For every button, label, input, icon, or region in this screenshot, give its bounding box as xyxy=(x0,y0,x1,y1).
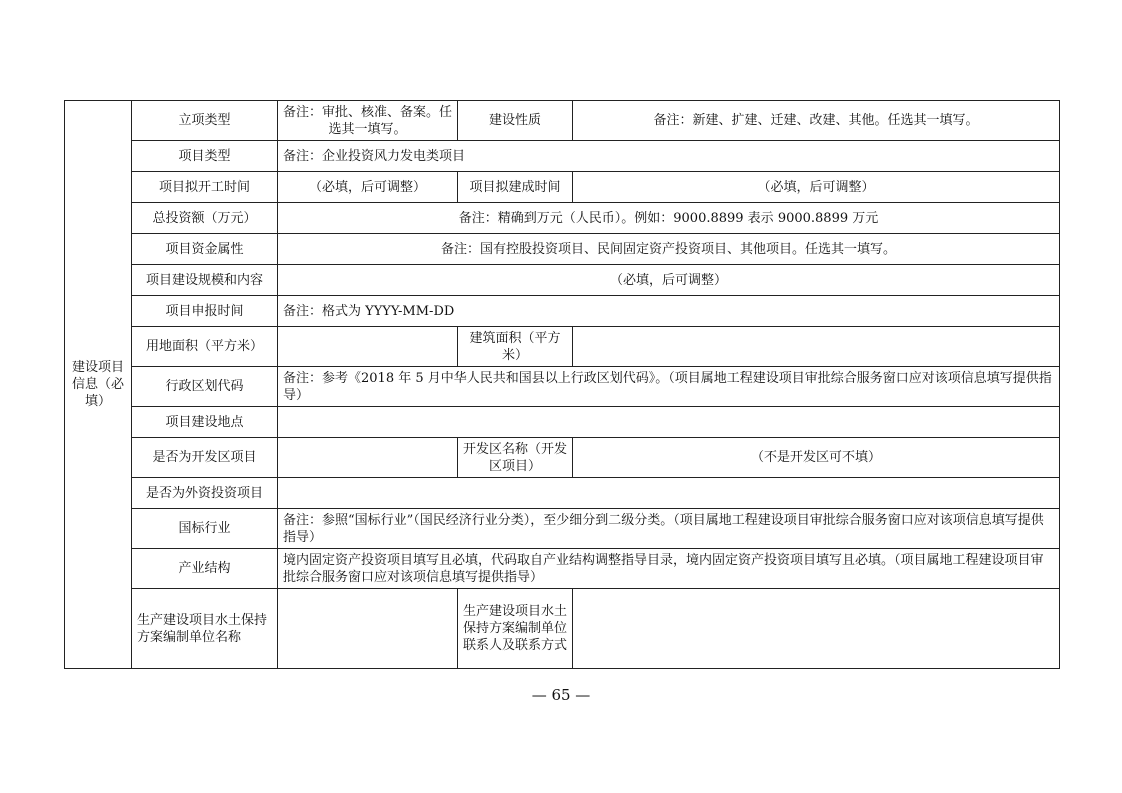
value-soil-conservation-unit-name[interactable] xyxy=(278,589,458,669)
label-planned-completion-date: 项目拟建成时间 xyxy=(458,172,573,203)
project-info-table xyxy=(64,100,1060,669)
label-national-industry: 国标行业 xyxy=(132,509,278,549)
label-total-investment: 总投资额（万元） xyxy=(132,203,278,234)
value-national-industry[interactable]: 备注：参照“国标行业”（国民经济行业分类），至少细分到二级分类。（项目属地工程建设项目审批综合服务窗口应对该项信息填写提供指导） xyxy=(278,509,1060,549)
value-development-zone-name[interactable]: （不是开发区可不填） xyxy=(573,438,1060,478)
value-construction-location[interactable] xyxy=(278,407,1060,438)
page-number: — 65 — xyxy=(531,686,591,704)
value-development-zone-project[interactable] xyxy=(278,438,458,478)
value-soil-conservation-unit-contact[interactable] xyxy=(573,589,1060,669)
label-planned-start-date: 项目拟开工时间 xyxy=(132,172,278,203)
label-foreign-investment-project: 是否为外资投资项目 xyxy=(132,478,278,509)
label-soil-conservation-unit-name: 生产建设项目水土保持方案编制单位名称 xyxy=(132,589,278,669)
value-construction-nature[interactable]: 备注：新建、扩建、迁建、改建、其他。任选其一填写。 xyxy=(573,101,1060,141)
label-building-area: 建筑面积（平方米） xyxy=(458,327,573,367)
label-construction-location: 项目建设地点 xyxy=(132,407,278,438)
value-project-approval-type[interactable]: 备注：审批、核准、备案。任选其一填写。 xyxy=(278,101,458,141)
label-construction-nature: 建设性质 xyxy=(458,101,573,141)
value-fund-attribute[interactable]: 备注：国有控股投资项目、民间固定资产投资项目、其他项目。任选其一填写。 xyxy=(278,234,1060,265)
label-industry-structure: 产业结构 xyxy=(132,549,278,589)
label-project-type: 项目类型 xyxy=(132,141,278,172)
label-land-area: 用地面积（平方米） xyxy=(132,327,278,367)
value-planned-start-date[interactable]: （必填，后可调整） xyxy=(278,172,458,203)
value-project-type[interactable]: 备注：企业投资风力发电类项目 xyxy=(278,141,1060,172)
label-fund-attribute: 项目资金属性 xyxy=(132,234,278,265)
value-admin-division-code[interactable]: 备注：参考《2018 年 5 月中华人民共和国县以上行政区划代码》。（项目属地工程建设项目审批综合服务窗口应对该项信息填写提供指导） xyxy=(278,367,1060,407)
label-development-zone-project: 是否为开发区项目 xyxy=(132,438,278,478)
label-application-date: 项目申报时间 xyxy=(132,296,278,327)
label-development-zone-name: 开发区名称（开发区项目） xyxy=(458,438,573,478)
value-planned-completion-date[interactable]: （必填，后可调整） xyxy=(573,172,1060,203)
value-construction-scale[interactable]: （必填，后可调整） xyxy=(278,265,1060,296)
value-application-date[interactable]: 备注：格式为 YYYY-MM-DD xyxy=(278,296,1060,327)
label-construction-scale: 项目建设规模和内容 xyxy=(132,265,278,296)
label-soil-conservation-unit-contact: 生产建设项目水土保持方案编制单位联系人及联系方式 xyxy=(458,589,573,669)
value-total-investment[interactable]: 备注：精确到万元（人民币）。例如：9000.8899 表示 9000.8899 万元 xyxy=(278,203,1060,234)
value-land-area[interactable] xyxy=(278,327,458,367)
value-building-area[interactable] xyxy=(573,327,1060,367)
label-project-approval-type: 立项类型 xyxy=(132,101,278,141)
value-foreign-investment-project[interactable] xyxy=(278,478,1060,509)
section-label-construction-project-info: 建设项目信息（必填） xyxy=(65,101,132,669)
label-admin-division-code: 行政区划代码 xyxy=(132,367,278,407)
value-industry-structure[interactable]: 境内固定资产投资项目填写且必填，代码取自产业结构调整指导目录，境内固定资产投资项目填写且必填。（项目属地工程建设项目审批综合服务窗口应对该项信息填写提供指导） xyxy=(278,549,1060,589)
